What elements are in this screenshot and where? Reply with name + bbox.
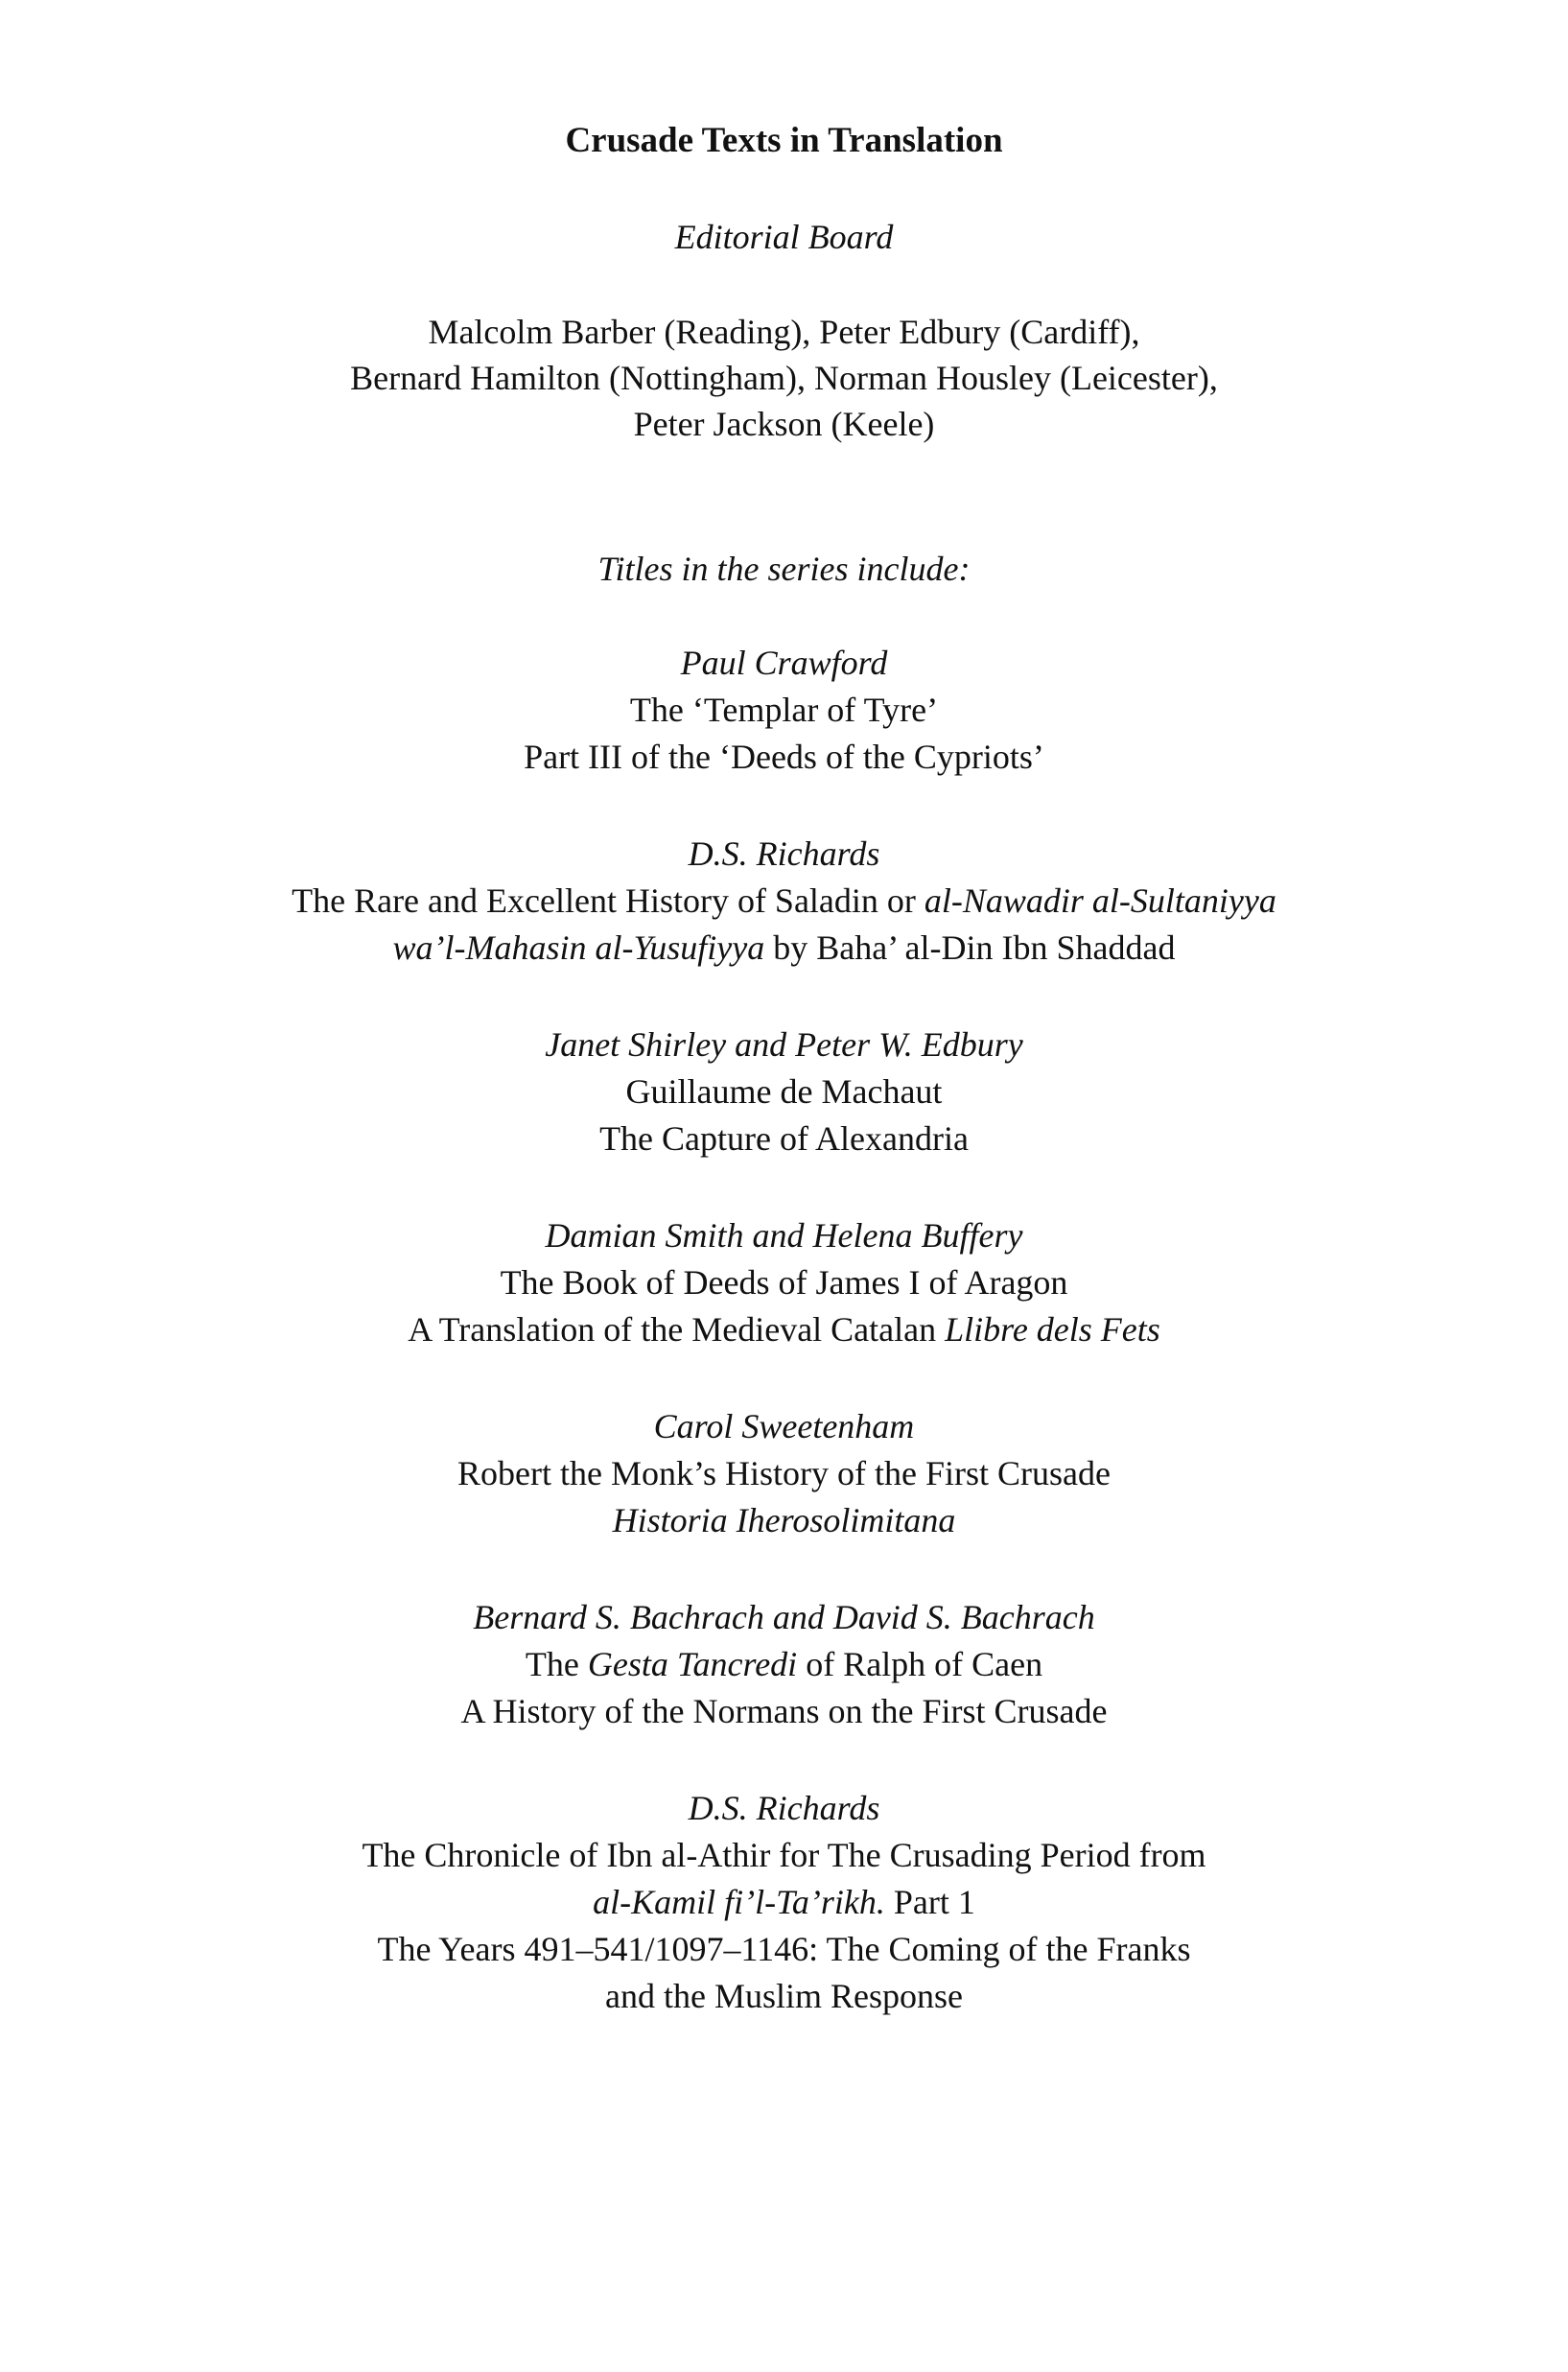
text-segment: Guillaume de Machaut	[625, 1072, 943, 1111]
text-segment: A History of the Normans on the First Crusade	[460, 1692, 1108, 1730]
text-segment: and the Muslim Response	[605, 1977, 963, 2015]
series-entry	[0, 1785, 1568, 2020]
text-segment: Part 1	[884, 1883, 975, 1921]
entry-title-line	[0, 878, 1568, 925]
entry-title-line	[0, 1832, 1568, 1879]
entry-title-line	[0, 734, 1568, 781]
italic-text-segment: Historia Iherosolimitana	[612, 1501, 956, 1539]
series-entry	[0, 831, 1568, 972]
series-entry	[0, 1022, 1568, 1163]
series-title-list	[0, 640, 1568, 2070]
entry-author: D.S. Richards	[688, 1789, 880, 1827]
entry-title-line	[0, 1450, 1568, 1497]
text-segment: The Chronicle of Ibn al-Athir for The Crusading Period from	[362, 1836, 1206, 1874]
entry-author: D.S. Richards	[688, 834, 880, 873]
series-entry	[0, 640, 1568, 781]
series-entry	[0, 1594, 1568, 1735]
text-segment: Part III of the ‘Deeds of the Cypriots’	[524, 738, 1044, 776]
text-segment: The Rare and Excellent History of Saladin or	[292, 881, 924, 920]
entry-author: Janet Shirley and Peter W. Edbury	[545, 1025, 1023, 1064]
entry-title-line	[0, 1973, 1568, 2020]
italic-text-segment: wa’l-Mahasin al-Yusufiyya	[392, 928, 765, 967]
entry-author: Damian Smith and Helena Buffery	[545, 1216, 1023, 1255]
text-segment: A Translation of the Medieval Catalan	[408, 1310, 946, 1349]
italic-text-segment: al-Kamil fi’l-Ta’rikh.	[593, 1883, 885, 1921]
entry-title-line	[0, 1306, 1568, 1353]
entry-title-line	[0, 1116, 1568, 1163]
board-member-line: Malcolm Barber (Reading), Peter Edbury (Cardiff),	[428, 313, 1140, 351]
entry-title-line	[0, 1926, 1568, 1973]
italic-text-segment: Gesta Tancredi	[587, 1645, 798, 1683]
italic-text-segment: Llibre dels Fets	[945, 1310, 1160, 1349]
series-entry	[0, 1403, 1568, 1544]
entry-author: Paul Crawford	[680, 644, 888, 682]
text-segment: The Book of Deeds of James I of Aragon	[500, 1263, 1068, 1302]
entry-title-line	[0, 925, 1568, 972]
titles-heading: Titles in the series include:	[597, 550, 971, 588]
entry-author: Bernard S. Bachrach and David S. Bachrach	[473, 1598, 1095, 1636]
series-title: Crusade Texts in Translation	[565, 121, 1003, 160]
text-segment: The Capture of Alexandria	[599, 1119, 969, 1158]
text-segment: The ‘Templar of Tyre’	[629, 691, 939, 729]
entry-title-line	[0, 1879, 1568, 1926]
text-segment: of Ralph of Caen	[797, 1645, 1043, 1683]
board-member-line: Peter Jackson (Keele)	[633, 405, 935, 443]
entry-title-line	[0, 1641, 1568, 1688]
text-segment: by Baha’ al-Din Ibn Shaddad	[764, 928, 1176, 967]
entry-title-line	[0, 1688, 1568, 1735]
text-segment: The	[525, 1645, 588, 1683]
entry-title-line	[0, 687, 1568, 734]
entry-title-line	[0, 1069, 1568, 1116]
entry-author: Carol Sweetenham	[653, 1407, 915, 1445]
text-segment: Robert the Monk’s History of the First Crusade	[457, 1454, 1111, 1492]
series-entry	[0, 1212, 1568, 1353]
italic-text-segment: al-Nawadir al-Sultaniyya	[924, 881, 1276, 920]
editorial-board-members	[0, 309, 1568, 447]
entry-title-line	[0, 1259, 1568, 1306]
entry-title-line	[0, 1497, 1568, 1544]
text-segment: The Years 491–541/1097–1146: The Coming of the Franks	[377, 1930, 1191, 1968]
board-member-line: Bernard Hamilton (Nottingham), Norman Housley (Leicester),	[350, 359, 1218, 397]
editorial-board-heading: Editorial Board	[674, 218, 894, 256]
